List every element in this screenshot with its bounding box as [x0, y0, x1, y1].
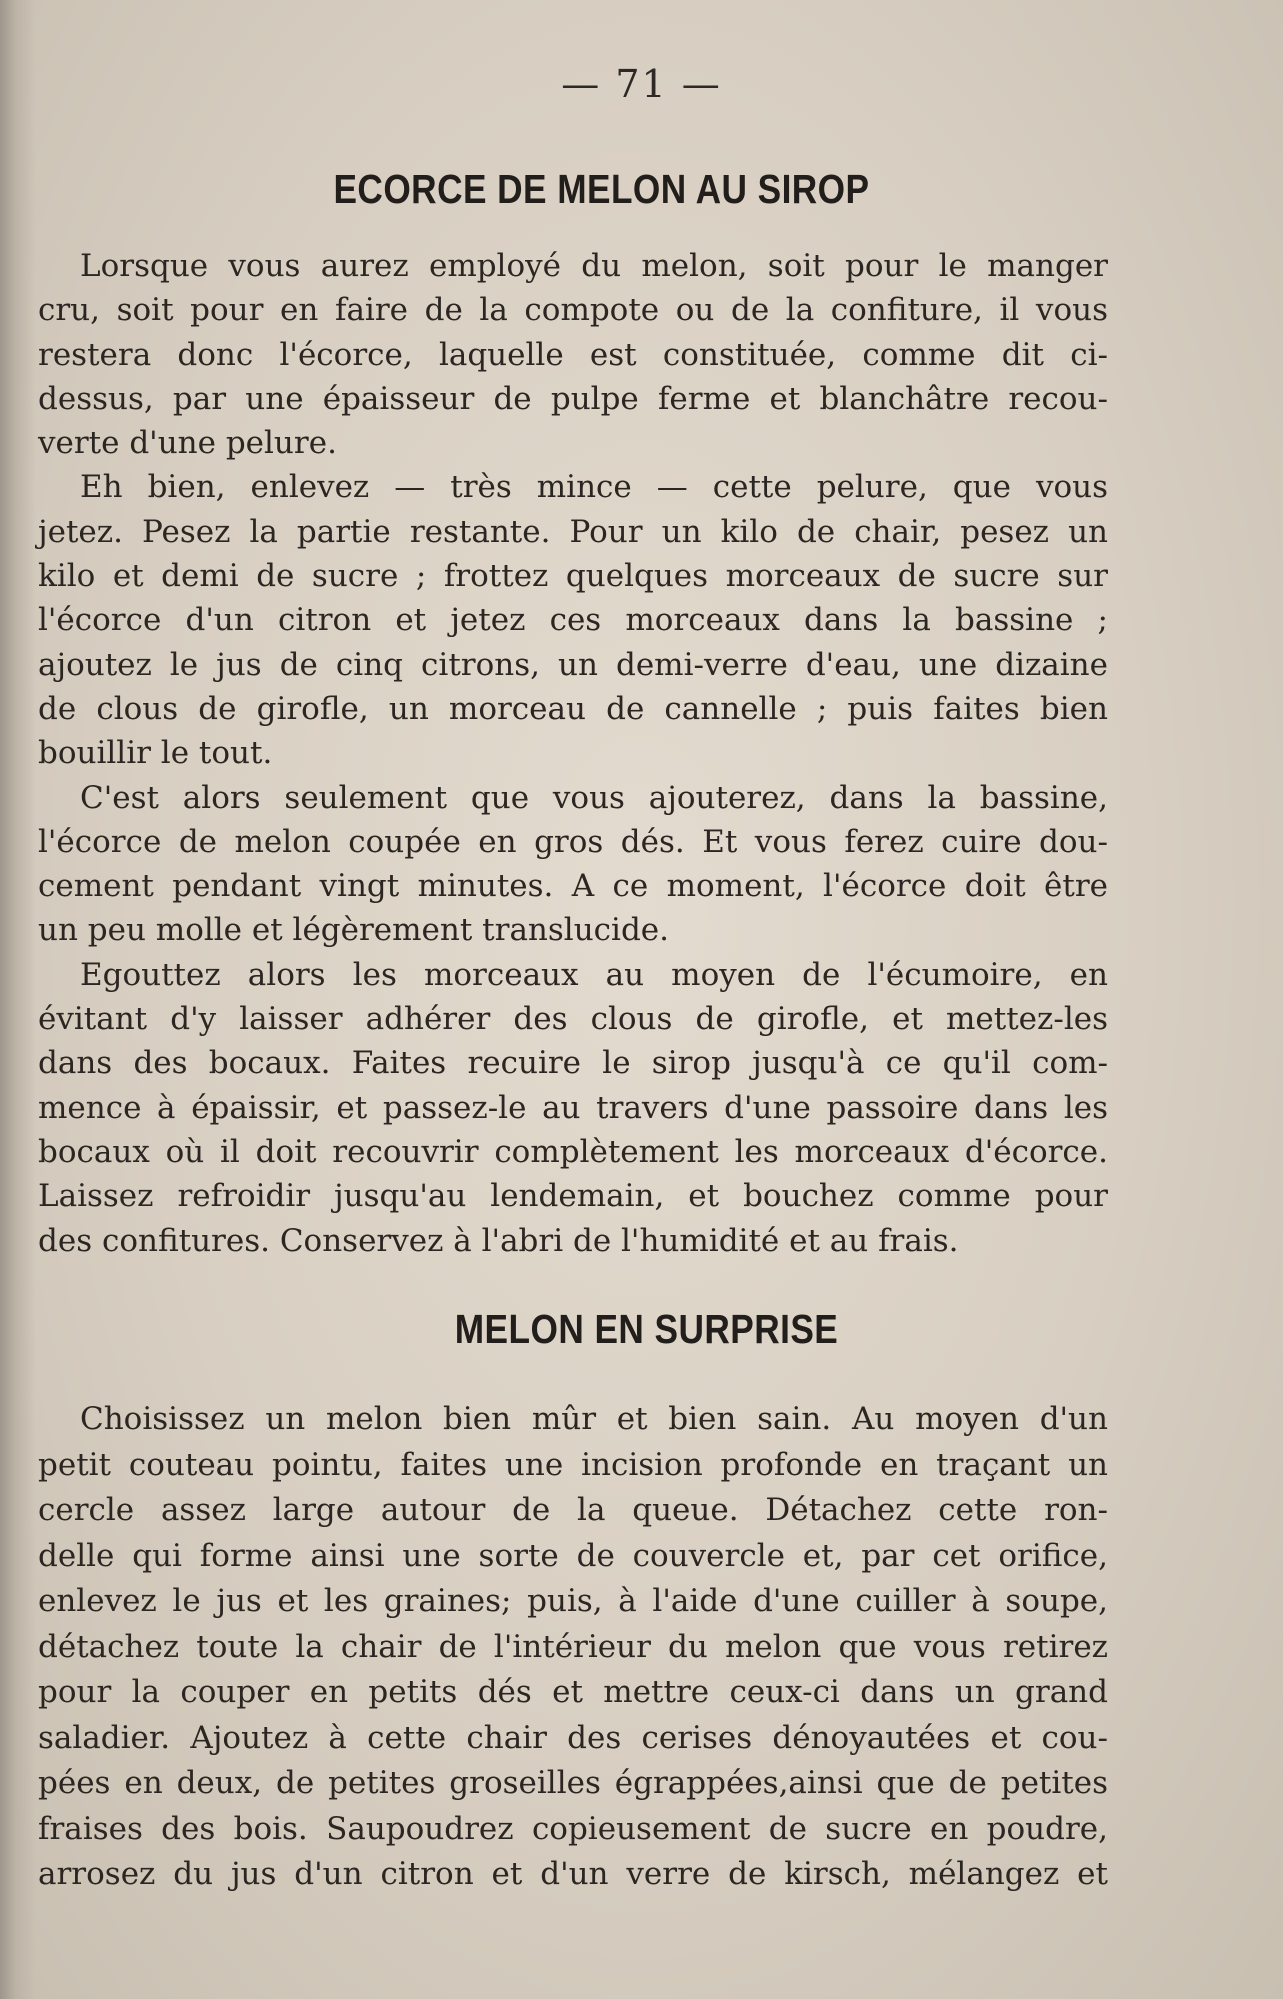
text-line: restera donc l'écorce, laquelle est constituée, comme dit ci- — [38, 336, 1108, 373]
page-number: — 71 — — [561, 62, 722, 106]
text-line: petit couteau pointu, faites une incision profonde en traçant un — [38, 1446, 1108, 1483]
text-line: verte d'une pelure. — [38, 425, 337, 462]
section-heading-ecorce: ECORCE DE MELON AU SIROP — [333, 166, 870, 212]
text-line: saladier. Ajoutez à cette chair des cerises dénoyautées et cou- — [38, 1719, 1108, 1756]
text-line: dessus, par une épaisseur de pulpe ferme et blanchâtre recou- — [38, 380, 1108, 417]
text-line: cercle assez large autour de la queue. Détachez cette ron- — [38, 1492, 1108, 1528]
text-line: jetez. Pesez la partie restante. Pour un kilo de chair, pesez un — [38, 513, 1108, 550]
text-line: l'écorce de melon coupée en gros dés. Et vous ferez cuire dou- — [38, 823, 1108, 860]
text-line: bocaux où il doit recouvrir complètement les morceaux d'écorce. — [38, 1133, 1108, 1170]
text-line: mence à épaissir, et passez-le au travers d'une passoire dans les — [38, 1089, 1108, 1126]
text-line: un peu molle et légèrement translucide. — [38, 912, 670, 949]
text-line: Egouttez alors les morceaux au moyen de l'écumoire, en — [80, 956, 1108, 993]
text-line: de clous de girofle, un morceau de cannelle ; puis faites bien — [38, 690, 1108, 727]
text-line: détachez toute la chair de l'intérieur du melon que vous retirez — [38, 1628, 1108, 1665]
text-line: delle qui forme ainsi une sorte de couvercle et, par cet orifice, — [38, 1537, 1108, 1574]
section-heading-surprise: MELON EN SURPRISE — [454, 1306, 839, 1352]
text-line: Eh bien, enlevez — très mince — cette pelure, que vous — [80, 469, 1108, 506]
text-line: ajoutez le jus de cinq citrons, un demi-verre d'eau, une dizaine — [38, 646, 1108, 683]
text-line: pour la couper en petits dés et mettre ceux-ci dans un grand — [38, 1674, 1108, 1710]
text-line: cru, soit pour en faire de la compote ou de la confiture, il vous — [38, 292, 1108, 329]
text-line: Laissez refroidir jusqu'au lendemain, et bouchez comme pour — [38, 1178, 1108, 1215]
text-line: enlevez le jus et les graines; puis, à l'aide d'une cuiller à soupe, — [38, 1583, 1108, 1619]
page-gutter-shadow — [0, 0, 36, 1999]
text-line: évitant d'y laisser adhérer des clous de girofle, et mettez-les — [38, 1001, 1108, 1038]
text-line: C'est alors seulement que vous ajouterez, dans la bassine, — [80, 779, 1108, 816]
text-line: l'écorce d'un citron et jetez ces morceaux dans la bassine ; — [38, 602, 1108, 639]
text-line: Lorsque vous aurez employé du melon, soit pour le manger — [80, 248, 1108, 284]
text-line: Choisissez un melon bien mûr et bien sain. Au moyen d'un — [80, 1401, 1108, 1437]
text-line: arrosez du jus d'un citron et d'un verre de kirsch, mélangez et — [38, 1856, 1108, 1892]
section-body-ecorce — [38, 244, 1108, 1263]
text-line: kilo et demi de sucre ; frottez quelques morceaux de sucre sur — [38, 558, 1108, 595]
text-line: des confitures. Conservez à l'abri de l'humidité et au frais. — [38, 1222, 959, 1259]
text-line: bouillir le tout. — [38, 735, 273, 772]
text-line: pées en deux, de petites groseilles égrappées,ainsi que de petites — [38, 1765, 1108, 1801]
section-body-surprise — [38, 1397, 1108, 1898]
text-line: fraises des bois. Saupoudrez copieusement de sucre en poudre, — [38, 1810, 1108, 1847]
text-line: cement pendant vingt minutes. A ce moment, l'écorce doit être — [38, 868, 1108, 905]
text-line: dans des bocaux. Faites recuire le sirop jusqu'à ce qu'il com- — [38, 1045, 1108, 1082]
